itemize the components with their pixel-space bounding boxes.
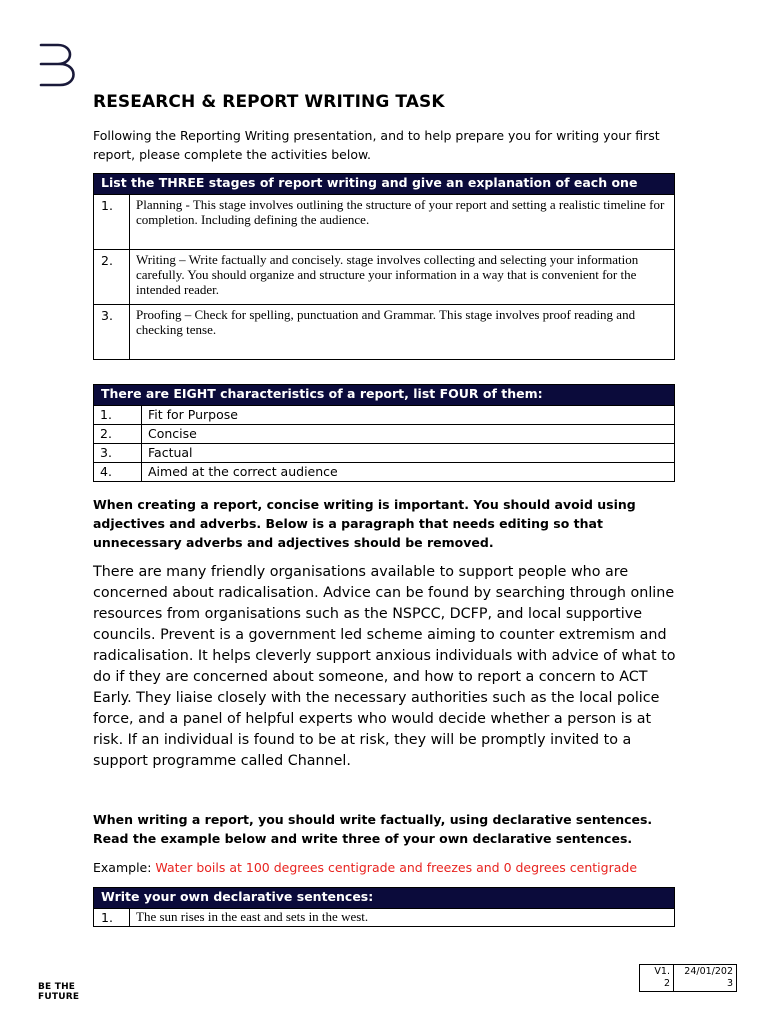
table-row: [94, 305, 675, 360]
table-row: [94, 195, 675, 250]
b-logo-icon: [38, 42, 78, 88]
characteristic-answer[interactable]: Concise: [142, 425, 675, 444]
example-line: [93, 860, 637, 875]
characteristic-answer[interactable]: Aimed at the correct audience: [142, 463, 675, 482]
declarative-answer[interactable]: The sun rises in the east and sets in the west.: [130, 909, 675, 927]
row-number: 1.: [101, 910, 113, 925]
footer-logo: [38, 982, 79, 1002]
row-number: 4.: [94, 463, 142, 482]
stages-table: [93, 173, 675, 360]
declarative-table-header: Write your own declarative sentences:: [94, 888, 675, 909]
row-number: 2.: [101, 253, 113, 268]
concise-instruction: When creating a report, concise writing is important. You should avoid using adjectives and adverbs. Below is a paragraph that needs editing so that unnecessary adverbs and adjectives should be removed.: [93, 497, 636, 550]
row-number: 1.: [101, 198, 113, 213]
stages-table-header: List the THREE stages of report writing and give an explanation of each one: [94, 174, 675, 195]
row-number: 3.: [101, 308, 113, 323]
page-title: RESEARCH & REPORT WRITING TASK: [93, 92, 445, 112]
version-box: [639, 964, 737, 992]
declarative-instruction: When writing a report, you should write factually, using declarative sentences. Read the example below and write three of your own declarative sentences.: [93, 812, 653, 846]
table-row: [94, 250, 675, 305]
table-row: [94, 444, 675, 463]
example-label: Example:: [93, 860, 156, 875]
characteristic-answer[interactable]: Factual: [142, 444, 675, 463]
characteristics-table: [93, 384, 675, 482]
row-number: 2.: [94, 425, 142, 444]
stage-answer[interactable]: Writing – Write factually and concisely. stage involves collecting and selecting your information carefully. You should organize and structure your information in a way that is convenient for the intended reader.: [130, 250, 675, 305]
date-cell: [674, 965, 737, 992]
footer-logo-line2: FUTURE: [38, 992, 80, 1002]
edit-paragraph: There are many friendly organisations available to support people who are concerned about radicalisation. Advice can be found by searching through online resources from organisations such as the NSPCC, DCFP, and local supportive councils. Prevent is a government led scheme aiming to counter extremism and radicalisation. It helps cleverly support anxious individuals with advice of what to do if they are concerned about someone, and how to report a concern to ACT Early. They liaise closely with the necessary authorities such as the local police force, and a panel of helpful experts who would decide whether a person is at risk. If an individual is found to be at risk, they will be promptly invited to a support programme called Channel.: [93, 564, 676, 769]
characteristics-table-header: There are EIGHT characteristics of a report, list FOUR of them:: [94, 385, 675, 406]
table-row: [94, 425, 675, 444]
version-line1: V1.: [654, 966, 670, 977]
declarative-table: [93, 887, 675, 927]
footer-logo-line1: BE THE: [38, 982, 76, 992]
table-row: [94, 909, 675, 927]
stage-answer[interactable]: Planning - This stage involves outlining the structure of your report and setting a realistic timeline for completion. Including defining the audience.: [130, 195, 675, 250]
characteristic-answer[interactable]: Fit for Purpose: [142, 406, 675, 425]
table-row: [94, 406, 675, 425]
row-number: 1.: [94, 406, 142, 425]
intro-text: Following the Reporting Writing presentation, and to help prepare you for writing your first report, please complete the activities below.: [93, 128, 660, 162]
table-row: [94, 463, 675, 482]
date-line2: 3: [726, 978, 733, 989]
example-text: Water boils at 100 degrees centigrade and freezes and 0 degrees centigrade: [155, 860, 638, 875]
version-cell: [640, 965, 674, 992]
date-line1: 24/01/202: [684, 966, 733, 977]
version-line2: 2: [663, 978, 670, 989]
stage-answer[interactable]: Proofing – Check for spelling, punctuation and Grammar. This stage involves proof reading and checking tense.: [130, 305, 675, 360]
row-number: 3.: [94, 444, 142, 463]
